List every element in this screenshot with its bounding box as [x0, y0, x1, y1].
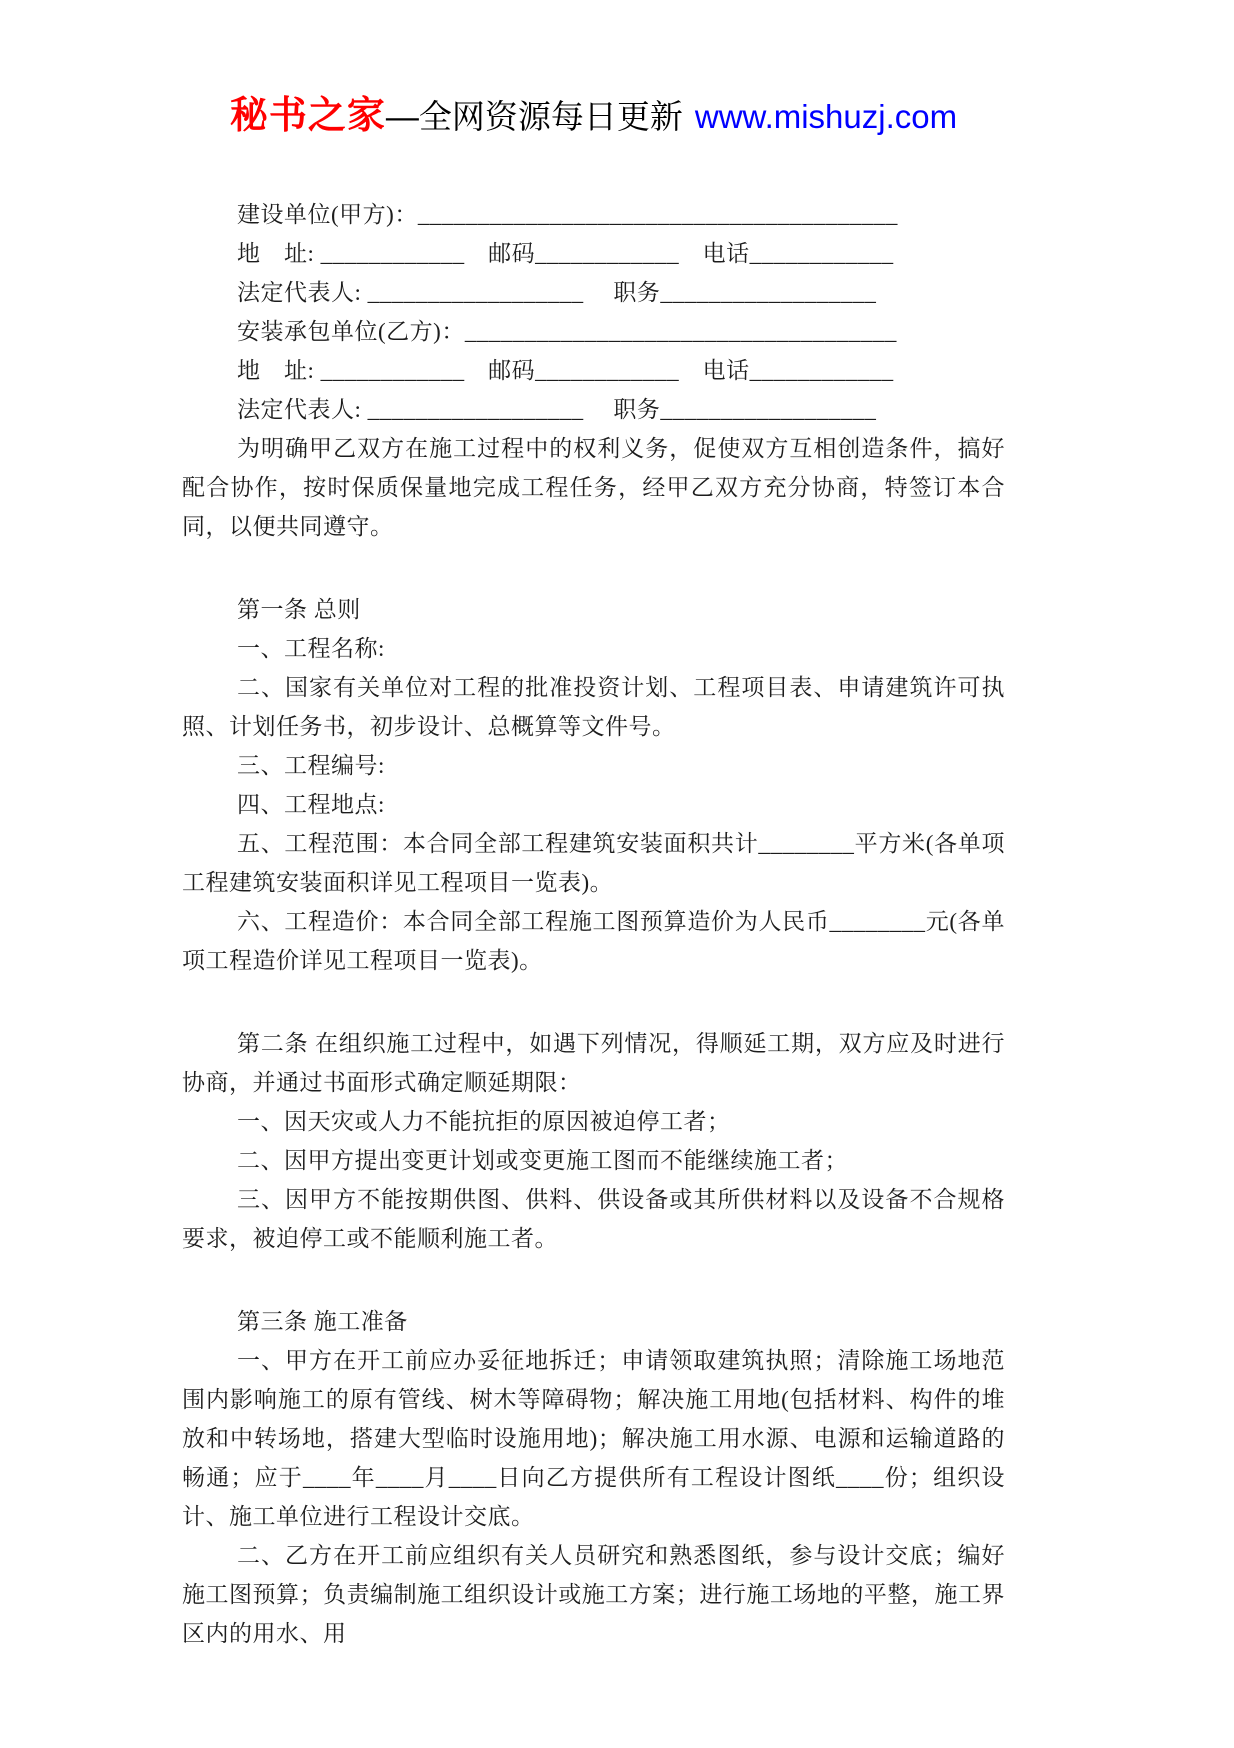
- article1-item-1: 一、工程名称:: [237, 636, 385, 661]
- article3-heading: 第三条 施工准备: [237, 1309, 408, 1334]
- form-line-party-b: 安装承包单位(乙方)：____________________________________: [237, 319, 897, 344]
- contract-body: [182, 195, 1005, 1653]
- form-line-legal-rep-a: 法定代表人: __________________ 职务__________________: [237, 280, 877, 305]
- form-line-address-a: 地 址: ____________ 邮码____________ 电话____________: [237, 241, 894, 266]
- section-gap: [182, 546, 1005, 590]
- intro-paragraph: 为明确甲乙双方在施工过程中的权利义务，促使双方互相创造条件，搞好配合协作，按时保质保量地完成工程任务，经甲乙双方充分协商，特签订本合同，以便共同遵守。: [182, 436, 1005, 539]
- document-page: [182, 0, 1005, 1653]
- site-url-link[interactable]: www.mishuzj.com: [694, 98, 958, 135]
- article2-item-3: 三、因甲方不能按期供图、供料、供设备或其所供材料以及设备不合规格要求，被迫停工或不能顺利施工者。: [182, 1187, 1005, 1251]
- section-gap: [182, 1258, 1005, 1302]
- site-header: [182, 0, 1005, 143]
- article3-item-2: 二、乙方在开工前应组织有关人员研究和熟悉图纸，参与设计交底；编好施工图预算；负责编制施工组织设计或施工方案；进行施工场地的平整，施工界区内的用水、用: [182, 1543, 1005, 1646]
- article1-item-5: 五、工程范围：本合同全部工程建筑安装面积共计________平方米(各单项工程建筑安装面积详见工程项目一览表)。: [182, 831, 1005, 895]
- article3-item-1: 一、甲方在开工前应办妥征地拆迁；申请领取建筑执照；清除施工场地范围内影响施工的原有管线、树木等障碍物；解决施工用地(包括材料、构件的堆放和中转场地，搭建大型临时设施用地)；解决施工用水源、电源和运输道路的畅通；应于____年____月____日向乙方提供所有工程设计图纸____份；组织设计、施工单位进行工程设计交底。: [182, 1348, 1005, 1529]
- form-line-address-b: 地 址: ____________ 邮码____________ 电话____________: [237, 358, 894, 383]
- site-tagline: —全网资源每日更新: [385, 98, 683, 135]
- article1-item-6: 六、工程造价：本合同全部工程施工图预算造价为人民币________元(各单项工程造价详见工程项目一览表)。: [182, 909, 1005, 973]
- article2-opening: 第二条 在组织施工过程中，如遇下列情况，得顺延工期，双方应及时进行协商，并通过书面形式确定顺延期限：: [182, 1031, 1005, 1095]
- site-brand: 秘书之家: [229, 95, 386, 137]
- section-gap: [182, 980, 1005, 1024]
- article1-heading: 第一条 总则: [237, 597, 361, 622]
- article2-item-1: 一、因天灾或人力不能抗拒的原因被迫停工者；: [237, 1109, 731, 1134]
- article1-item-2: 二、国家有关单位对工程的批准投资计划、工程项目表、申请建筑许可执照、计划任务书，初步设计、总概算等文件号。: [182, 675, 1005, 739]
- article2-item-2: 二、因甲方提出变更计划或变更施工图而不能继续施工者；: [237, 1148, 848, 1173]
- article1-item-4: 四、工程地点:: [237, 792, 385, 817]
- form-line-legal-rep-b: 法定代表人: __________________ 职务__________________: [237, 397, 877, 422]
- form-line-party-a: 建设单位(甲方)：________________________________________: [237, 202, 898, 227]
- article1-item-3: 三、工程编号:: [237, 753, 385, 778]
